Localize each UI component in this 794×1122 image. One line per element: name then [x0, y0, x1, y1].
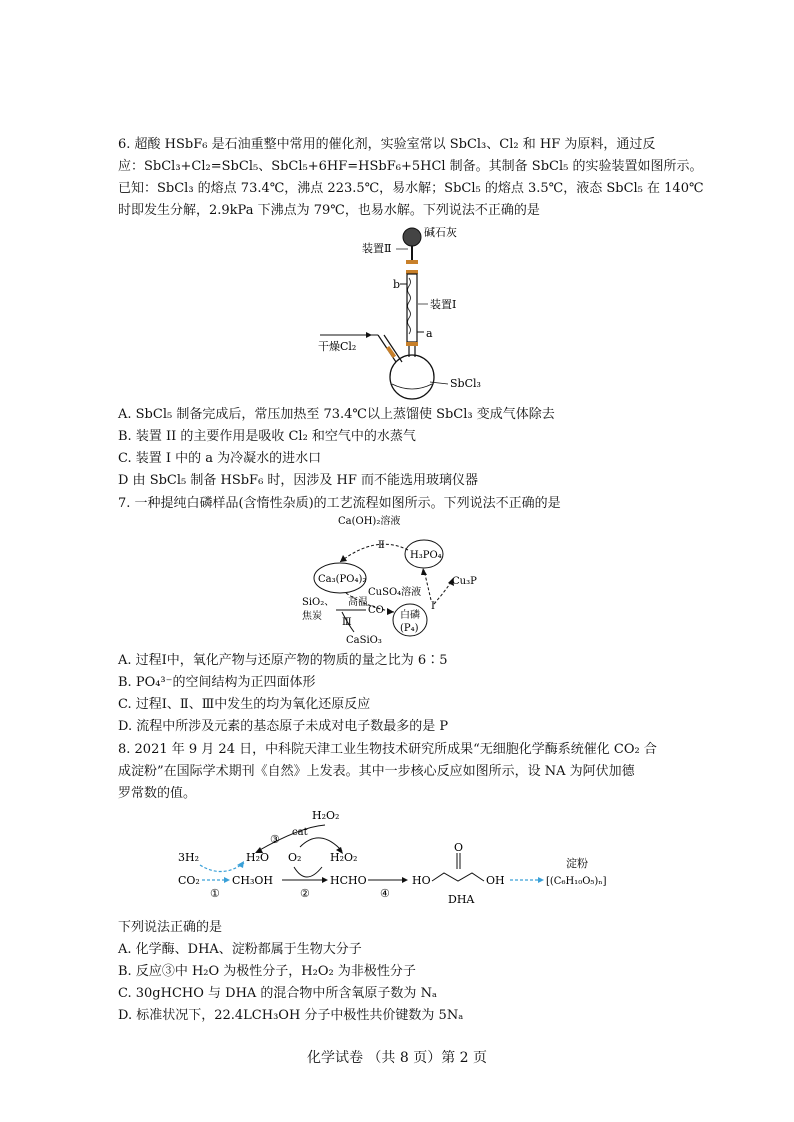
h2-label: 3H₂	[178, 851, 200, 864]
q6-option-b: B. 装置 II 的主要作用是吸收 Cl₂ 和空气中的水蒸气	[118, 429, 416, 444]
q6-line4: 时即发生分解，2.9kPa 下沸点为 79℃，也易水解。下列说法不正确的是	[118, 203, 540, 218]
q6-option-a: A. SbCl₅ 制备完成后，常压加热至 73.4℃以上蒸馏使 SbCl₃ 变成气体除去	[118, 407, 555, 422]
cuso4-label: CuSO₄溶液	[368, 587, 422, 598]
q8-option-d: D. 标准状况下，22.4LCH₃OH 分子中极性共价键数为 5Nₐ	[118, 1008, 464, 1023]
o2-label: O₂	[288, 851, 302, 864]
ch3oh-label: CH₃OH	[232, 874, 274, 887]
h2o-label: H₂O	[246, 851, 270, 864]
q6-option-c: C. 装置 I 中的 a 为冷凝水的进水口	[118, 451, 322, 466]
sio2-label: SiO₂、	[302, 597, 335, 608]
q8-option-b: B. 反应③中 H₂O 为极性分子，H₂O₂ 为非极性分子	[118, 964, 416, 979]
step1-label: ①	[210, 887, 220, 900]
soda-lime-bulb-icon	[403, 228, 421, 246]
condenser-icon	[407, 274, 417, 342]
q8-line2: 成淀粉”在国际学术期刊《自然》上发表。其中一步核心反应如图所示，设 NA 为阿伏加德	[118, 764, 635, 779]
co2-label: CO₂	[178, 874, 200, 887]
casio3-label: CaSiO₃	[346, 635, 382, 646]
process-iii-label: Ⅲ	[342, 617, 352, 628]
caoh2-label: Ca(OH)₂溶液	[338, 516, 401, 527]
page-footer: 化学试卷 （共 8 页）第 2 页	[306, 1050, 488, 1066]
h2o2-label: H₂O₂	[330, 851, 358, 864]
q7-stem: 7. 一种提纯白磷样品(含惰性杂质)的工艺流程如图所示。下列说法不正确的是	[118, 496, 561, 511]
q8-line1: 8. 2021 年 9 月 24 日，中科院天津工业生物技术研究所成果“无细胞化学酶系统催化 CO₂ 合	[118, 742, 657, 757]
q6-apparatus-diagram	[300, 222, 520, 402]
q8-option-a: A. 化学酶、DHA、淀粉都属于生物大分子	[118, 942, 362, 957]
cat-label: cat	[292, 827, 308, 838]
h3po4-label: H₃PO₄	[410, 550, 442, 561]
starch-formula-label: [(C₆H₁₀O₅)ₙ]	[546, 876, 607, 887]
step3-label: ③	[270, 833, 280, 846]
process-ii-label: Ⅱ	[378, 540, 385, 551]
round-flask-icon	[390, 355, 434, 399]
high-temp-label: 高温	[348, 597, 368, 608]
ho-label: HO	[412, 874, 431, 887]
hcho-label: HCHO	[330, 874, 367, 887]
device1-label: 装置Ⅰ	[430, 298, 457, 311]
soda-lime-label: 碱石灰	[424, 226, 457, 239]
q8-stem: 下列说法正确的是	[118, 920, 223, 935]
oh-label: OH	[486, 874, 505, 887]
h2o2-top-label: H₂O₂	[312, 809, 340, 822]
q8-option-c: C. 30gHCHO 与 DHA 的混合物中所含氧原子数为 Nₐ	[118, 986, 437, 1001]
cu3p-label: Cu₃P	[452, 576, 477, 587]
ca3po42-label: Ca₃(PO₄)₂	[318, 574, 367, 585]
q7-option-b: B. PO₄³⁻的空间结构为正四面体形	[118, 675, 316, 690]
q8-reaction-diagram	[170, 805, 620, 905]
port-b-label: b	[393, 278, 401, 291]
dha-label: DHA	[448, 893, 475, 905]
step2-label: ②	[300, 887, 310, 900]
q7-option-c: C. 过程Ⅰ、Ⅱ、Ⅲ中发生的均为氧化还原反应	[118, 697, 371, 712]
q6-line2: 应：SbCl₃+Cl₂=SbCl₅、SbCl₅+6HF=HSbF₆+5HCl 制备。其制备 SbCl₅ 的实验装置如图所示。	[118, 159, 703, 174]
dha-skeleton	[432, 873, 484, 881]
q8-line3: 罗常数的值。	[118, 786, 197, 801]
stopper-icon	[406, 260, 418, 264]
q7-flow-diagram	[296, 512, 496, 647]
coke-label: 焦炭	[302, 611, 322, 622]
device2-label: 装置Ⅱ	[362, 242, 392, 255]
port-a-label: a	[426, 327, 433, 340]
q7-option-d: D. 流程中所涉及元素的基态原子未成对电子数最多的是 P	[118, 719, 449, 734]
carbonyl-o-label: O	[454, 841, 464, 854]
q6-line1: 6. 超酸 HSbF₆ 是石油重整中常用的催化剂，实验室常以 SbCl₃、Cl₂ 和 HF 为原料，通过反	[118, 137, 656, 152]
dry-cl2-label: 干燥Cl₂	[318, 340, 357, 353]
starch-label: 淀粉	[566, 857, 588, 870]
q6-option-d: D 由 SbCl₅ 制备 HSbF₆ 时，因涉及 HF 而不能选用玻璃仪器	[118, 473, 479, 488]
q7-option-a: A. 过程Ⅰ中，氧化产物与还原产物的物质的量之比为 6∶5	[118, 653, 448, 668]
process-i-label: Ⅰ	[431, 601, 435, 612]
q6-line3: 已知：SbCl₃ 的熔点 73.4℃，沸点 223.5℃，易水解；SbCl₅ 的熔点 3.5℃，液态 SbCl₅ 在 140℃	[118, 181, 704, 196]
step4-label: ④	[380, 887, 390, 900]
white-phosphorus-label: 白磷	[400, 610, 420, 621]
co-label: CO	[368, 605, 384, 616]
sbcl3-label: SbCl₃	[450, 377, 481, 390]
p4-label: (P₄)	[400, 623, 419, 634]
